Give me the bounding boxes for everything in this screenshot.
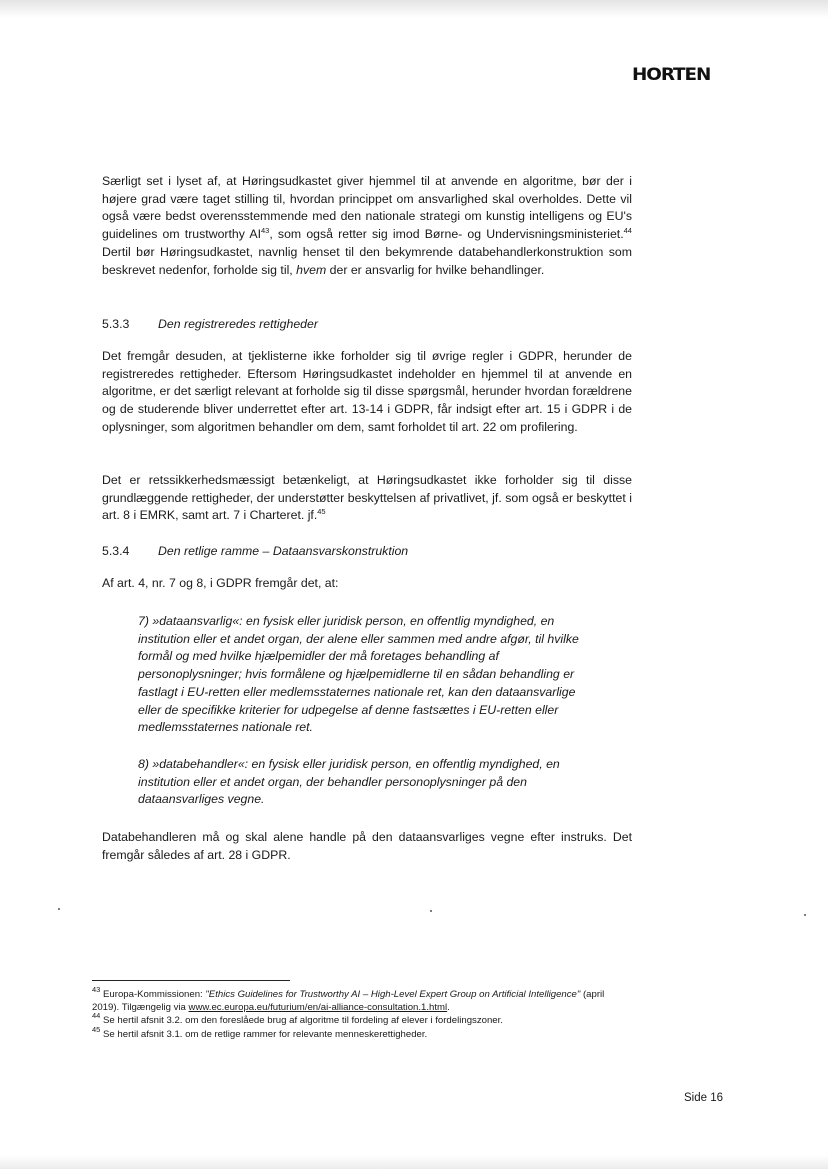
footnote-43: $^{43}$ Europa-Kommissionen: "Ethics Guidelines for Trustworthy AI – High-Level Expert Group on Artificial Intelligence" (april 2019). Tilgængelig via www.ec.europa.eu/futurium/en/ai-alliance-consultation.1.html. xyxy=(92,985,605,1014)
scan-speck xyxy=(58,908,60,910)
footnote-45: $^{45}$ Se hertil afsnit 3.1. om de retlige rammer for relevante menneskerettigheder. xyxy=(92,1024,428,1040)
footnote-separator xyxy=(92,980,290,981)
footnotes xyxy=(92,985,632,1041)
section-heading-5-3-3: 5.3.3 Den registreredes rettigheder xyxy=(102,317,318,331)
quote-databehandler: 8) »databehandler«: en fysisk eller juridisk person, en offentlig myndighed, en institution eller et andet organ, der behandler personoplysninger på den dataansvarliges vegne. xyxy=(138,757,560,807)
footnote-44: $^{44}$ Se hertil afsnit 3.2. om den foreslåede brug af algoritme til fordeling af elever i fordelingszoner. xyxy=(92,1011,503,1027)
paragraph-data-subject-rights: Det fremgår desuden, at tjeklisterne ikke forholder sig til øvrige regler i GDPR, herunder de registreredes rettigheder. Eftersom Høringsudkastet indeholder en hjemmel til at anvende en algoritme, er det særligt relevant at forholde sig til disse spørgsmål, herunder hvordan forældrene og de studerende bliver underrettet efter art. 13-14 i GDPR, får indsigt efter art. 15 i GDPR i de oplysninger, som algoritmen behandler om dem, samt forholdet til art. 22 om profilering. xyxy=(102,349,632,434)
footnote-link[interactable]: www.ec.europa.eu/futurium/en/ai-alliance-consultation.1.html xyxy=(188,1002,448,1014)
page-number: Side 16 xyxy=(684,1092,724,1104)
section-heading-5-3-4: 5.3.4 Den retlige ramme – Dataansvarskonstruktion xyxy=(102,544,409,558)
paragraph-processor-instructions: Databehandleren må og skal alene handle på den dataansvarliges vegne efter instruks. Det fremgår således af art. 28 i GDPR. xyxy=(102,830,632,862)
paragraph-gdpr-intro: Af art. 4, nr. 7 og 8, i GDPR fremgår det, at: xyxy=(102,576,339,590)
paragraph-accountability: Særligt set i lyset af, at Høringsudkastet giver hjemmel til at anvende en algoritme, bør der i højere grad være taget stilling til, hvordan princippet om ansvarlighed skal overholdes. Dette vil også være bedst overensstemmende med den nationale strategi om kunstig intelligens og EU's guidelines om trustworthy AI$^{43}$, som også retter sig imod Børne- og Undervisningsministeriet.$^{44}$ Dertil bør Høringsudkastet, navnlig henset til den bekymrende databehandlerkonstruktion som beskrevet nedenfor, forholde sig til, hvem der er ansvarlig for hvilke behandlinger. xyxy=(102,174,632,277)
scan-edge-bottom xyxy=(0,1155,828,1169)
scan-speck xyxy=(804,914,806,916)
scan-edge-top xyxy=(0,0,828,18)
quote-dataansvarlig: 7) »dataansvarlig«: en fysisk eller juridisk person, en offentlig myndighed, en institution eller et andet organ, der alene eller sammen med andre afgør, til hvilke formål og med hvilke hjælpemidler der må foretages behandling af personoplysninger; hvis formålene og hjælpemidlerne til en sådan behandling er fastlagt i EU-retten eller medlemsstaternes nationale ret, kan den dataansvarlige eller de specifikke kriterier for udpegelse af denne fastsættes i EU-retten eller medlemsstaternes nationale ret. xyxy=(138,614,579,735)
horten-logo: HORTEN xyxy=(632,65,711,85)
scan-speck xyxy=(430,910,432,912)
paragraph-legal-concern: Det er retssikkerhedsmæssigt betænkeligt, at Høringsudkastet ikke forholder sig til disse grundlæggende rettigheder, der understøtter beskyttelsen af privatlivet, jf. som også er beskyttet i art. 8 i EMRK, samt art. 7 i Charteret. jf.$^{45}$ xyxy=(102,473,632,523)
